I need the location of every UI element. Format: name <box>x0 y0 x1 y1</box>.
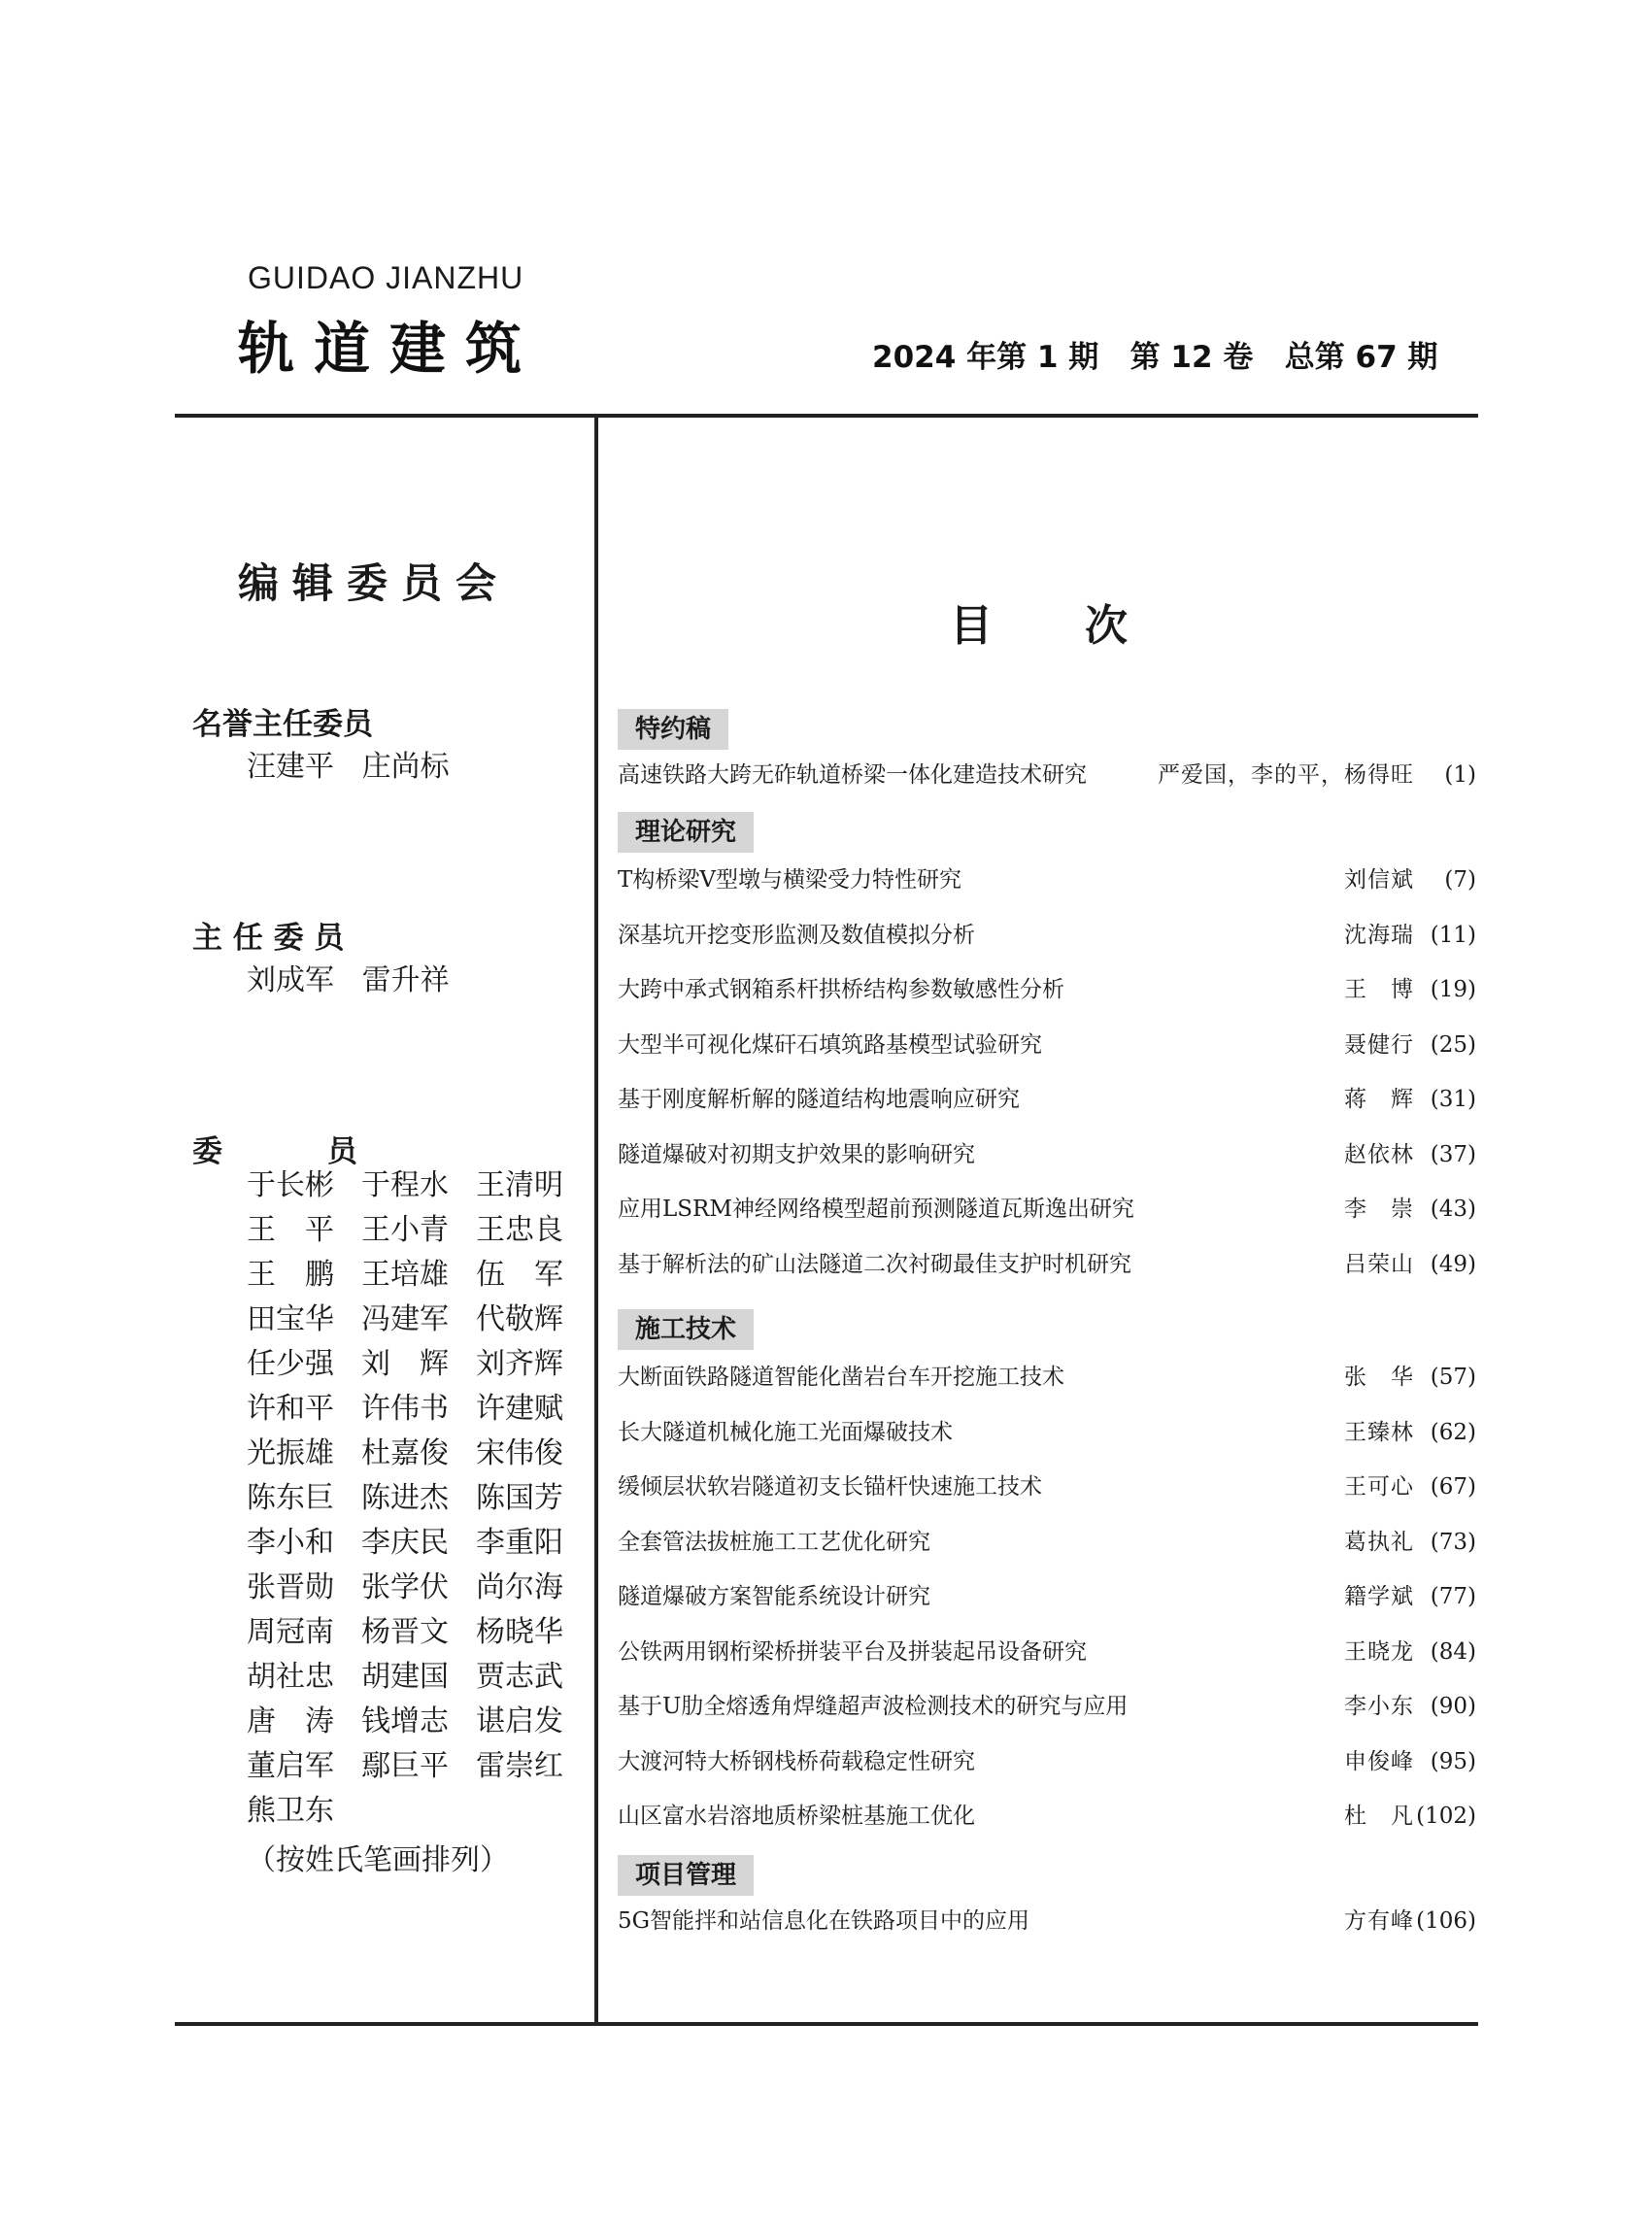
toc-entry-page: (62) <box>1430 1419 1476 1445</box>
toc-entry-authors: 杜 凡 <box>1344 1804 1414 1829</box>
toc-entry-title: 基于刚度解析解的隧道结构地震响应研究 <box>618 1087 1020 1112</box>
member-name: 谌启发 <box>476 1704 563 1738</box>
toc-entry[interactable] <box>618 1358 1476 1397</box>
toc-entry-authors: 刘信斌 <box>1344 867 1414 893</box>
member-name: 陈国芳 <box>476 1481 563 1515</box>
honorary-heading: 名誉主任委员 <box>192 707 373 742</box>
member-name: 于长彬 <box>247 1168 334 1202</box>
toc-entry-authors: 聂健行 <box>1344 1031 1414 1058</box>
toc-entry[interactable] <box>618 1687 1476 1726</box>
toc-entry[interactable] <box>618 1245 1476 1284</box>
toc-entry-title: 深基坑开挖变形监测及数值模拟分析 <box>618 922 975 948</box>
member-name: 贾志武 <box>476 1660 563 1694</box>
toc-entry-page: (7) <box>1444 867 1476 893</box>
member-name: 王 鹏 <box>247 1258 334 1292</box>
toc-entry-page: (106) <box>1416 1908 1476 1934</box>
member-name: 杜嘉俊 <box>361 1436 449 1470</box>
toc-category: 施工技术 <box>618 1309 754 1350</box>
toc-entry-authors: 申俊峰 <box>1344 1748 1414 1774</box>
toc-entry[interactable] <box>618 916 1476 955</box>
issue-info: 2024 年第 1 期 第 12 卷 总第 67 期 <box>872 340 1438 375</box>
toc-entry-title: 全套管法拔桩施工工艺优化研究 <box>618 1529 930 1555</box>
toc-entry-title: 长大隧道机械化施工光面爆破技术 <box>618 1419 953 1445</box>
journal-pinyin: GUIDAO JIANZHU <box>248 260 524 295</box>
member-name: 胡建国 <box>361 1660 449 1694</box>
toc-entry-authors: 王臻林 <box>1344 1419 1414 1445</box>
member-name: 钱增志 <box>361 1704 449 1738</box>
toc-category: 项目管理 <box>618 1855 754 1896</box>
member-name: 唐 涛 <box>247 1704 334 1738</box>
toc-entry-page: (37) <box>1430 1141 1476 1167</box>
member-name: 许伟书 <box>361 1392 449 1426</box>
member-name: 王忠良 <box>476 1213 563 1247</box>
toc-entry-authors: 张 华 <box>1344 1365 1414 1390</box>
toc-entry-title: 应用LSRM神经网络模型超前预测隧道瓦斯逸出研究 <box>618 1197 1134 1222</box>
toc-entry-title: 基于解析法的矿山法隧道二次衬砌最佳支护时机研究 <box>618 1251 1131 1277</box>
toc-entry-page: (19) <box>1430 977 1476 1002</box>
chair-heading: 主 任 委 员 <box>192 921 345 956</box>
toc-entry-authors: 王可心 <box>1344 1474 1414 1500</box>
toc-entry[interactable] <box>618 1467 1476 1506</box>
toc-entry-title: 公铁两用钢桁梁桥拼装平台及拼装起吊设备研究 <box>618 1638 1087 1665</box>
toc-entry-title: 大型半可视化煤矸石填筑路基模型试验研究 <box>618 1031 1042 1058</box>
member-name: 熊卫东 <box>247 1794 334 1828</box>
toc-entry-page: (95) <box>1430 1748 1476 1774</box>
toc-category: 理论研究 <box>618 812 754 853</box>
toc-entry-page: (1) <box>1444 762 1476 788</box>
toc-entry[interactable] <box>618 1577 1476 1616</box>
member-name: 光振雄 <box>247 1436 334 1470</box>
journal-title: 轨道建筑 <box>238 316 542 382</box>
toc-entry-authors: 李 崇 <box>1344 1197 1414 1222</box>
toc-entry-authors: 赵依林 <box>1344 1141 1414 1167</box>
toc-entry-page: (102) <box>1416 1804 1476 1829</box>
toc-entry-title: 大断面铁路隧道智能化凿岩台车开挖施工技术 <box>618 1365 1064 1390</box>
toc-category: 特约稿 <box>618 709 728 750</box>
toc-entry[interactable] <box>618 1190 1476 1229</box>
member-name: 董启军 <box>247 1749 334 1783</box>
toc-entry-page: (57) <box>1430 1365 1476 1390</box>
toc-entry-page: (90) <box>1430 1694 1476 1719</box>
member-name: 杨晋文 <box>361 1615 449 1649</box>
member-name: 刘 辉 <box>361 1347 449 1381</box>
member-name: 王 平 <box>247 1213 334 1247</box>
toc-entry-title: 隧道爆破对初期支护效果的影响研究 <box>618 1141 975 1167</box>
bottom-rule <box>175 2022 1478 2026</box>
member-name: 许和平 <box>247 1392 334 1426</box>
column-divider <box>594 414 598 2026</box>
editorial-board-title: 编辑委员会 <box>238 559 511 607</box>
member-name: 于程水 <box>361 1168 449 1202</box>
member-name: 杨晓华 <box>476 1615 563 1649</box>
toc-entry-authors: 王 博 <box>1344 977 1414 1002</box>
toc-entry-page: (77) <box>1430 1584 1476 1609</box>
toc-entry-authors: 李小东 <box>1344 1694 1414 1719</box>
toc-entry-title: 山区富水岩溶地质桥梁桩基施工优化 <box>618 1804 975 1829</box>
toc-entry-page: (84) <box>1430 1638 1476 1665</box>
toc-entry-page: (49) <box>1430 1251 1476 1277</box>
member-name: 代敬辉 <box>476 1302 563 1336</box>
toc-entry[interactable] <box>618 1633 1476 1671</box>
toc-entry-authors: 蒋 辉 <box>1344 1087 1414 1112</box>
member-name: 冯建军 <box>361 1302 449 1336</box>
toc-entry[interactable] <box>618 970 1476 1009</box>
members-heading: 委 员 <box>192 1134 357 1169</box>
toc-entry-page: (73) <box>1430 1529 1476 1555</box>
toc-entry-page: (25) <box>1430 1031 1476 1058</box>
chair-names: 刘成军 雷升祥 <box>247 963 450 997</box>
member-name: 雷崇红 <box>476 1749 563 1783</box>
toc-entry-title: 高速铁路大跨无砟轨道桥梁一体化建造技术研究 <box>618 762 1087 788</box>
member-name: 田宝华 <box>247 1302 334 1336</box>
members-list <box>247 1164 590 1834</box>
toc-entry-page: (67) <box>1430 1474 1476 1500</box>
toc-entry-authors: 沈海瑞 <box>1344 922 1414 948</box>
honorary-names: 汪建平 庄尚标 <box>247 750 450 784</box>
member-name: 李庆民 <box>361 1526 449 1560</box>
member-name: 王小青 <box>361 1213 449 1247</box>
member-name: 张学伏 <box>361 1570 449 1604</box>
toc-entry-title: T构桥梁V型墩与横梁受力特性研究 <box>618 867 961 893</box>
member-name: 伍 军 <box>476 1258 563 1292</box>
member-name: 鄢巨平 <box>361 1749 449 1783</box>
toc-entry-authors: 王晓龙 <box>1344 1638 1414 1665</box>
toc-entry[interactable] <box>618 1080 1476 1119</box>
member-name: 李重阳 <box>476 1526 563 1560</box>
member-name: 王清明 <box>476 1168 563 1202</box>
member-name: 胡社忠 <box>247 1660 334 1694</box>
toc-entry[interactable] <box>618 1026 1476 1064</box>
member-name: 周冠南 <box>247 1615 334 1649</box>
member-name: 陈东巨 <box>247 1481 334 1515</box>
toc-entry-authors: 严爱国，李的平，杨得旺 <box>1158 762 1414 788</box>
toc-entry[interactable] <box>618 1902 1476 1940</box>
toc-entry[interactable] <box>618 1742 1476 1781</box>
toc-entry-page: (31) <box>1430 1087 1476 1112</box>
toc-entry-page: (43) <box>1430 1197 1476 1222</box>
member-name: 任少强 <box>247 1347 334 1381</box>
toc-entry[interactable] <box>618 1135 1476 1174</box>
member-name: 张晋勋 <box>247 1570 334 1604</box>
member-name: 王培雄 <box>361 1258 449 1292</box>
toc-entry-page: (11) <box>1430 922 1476 948</box>
toc-entry-authors: 葛执礼 <box>1344 1529 1414 1555</box>
members-note: （按姓氏笔画排列） <box>247 1843 509 1877</box>
toc-entry-title: 基于U肋全熔透角焊缝超声波检测技术的研究与应用 <box>618 1694 1129 1719</box>
toc-entry-title: 隧道爆破方案智能系统设计研究 <box>618 1584 930 1609</box>
toc-entry-title: 5G智能拌和站信息化在铁路项目中的应用 <box>618 1908 1030 1934</box>
toc-entry[interactable] <box>618 756 1476 794</box>
toc-entry[interactable] <box>618 860 1476 899</box>
top-rule <box>175 414 1478 418</box>
toc-entry-title: 缓倾层状软岩隧道初支长锚杆快速施工技术 <box>618 1474 1042 1500</box>
member-name: 许建赋 <box>476 1392 563 1426</box>
member-name: 尚尔海 <box>476 1570 563 1604</box>
member-name: 刘齐辉 <box>476 1347 563 1381</box>
toc-entry-authors: 籍学斌 <box>1344 1584 1414 1609</box>
member-name: 李小和 <box>247 1526 334 1560</box>
toc-entry-title: 大跨中承式钢箱系杆拱桥结构参数敏感性分析 <box>618 977 1064 1002</box>
toc-entry-title: 大渡河特大桥钢栈桥荷载稳定性研究 <box>618 1748 975 1774</box>
toc-title: 目次 <box>950 601 1220 651</box>
toc-entry[interactable] <box>618 1413 1476 1452</box>
toc-entry[interactable] <box>618 1523 1476 1562</box>
member-name: 宋伟俊 <box>476 1436 563 1470</box>
toc-entry[interactable] <box>618 1797 1476 1836</box>
toc-entry-authors: 吕荣山 <box>1344 1251 1414 1277</box>
member-name: 陈进杰 <box>361 1481 449 1515</box>
toc-entry-authors: 方有峰 <box>1344 1908 1414 1934</box>
